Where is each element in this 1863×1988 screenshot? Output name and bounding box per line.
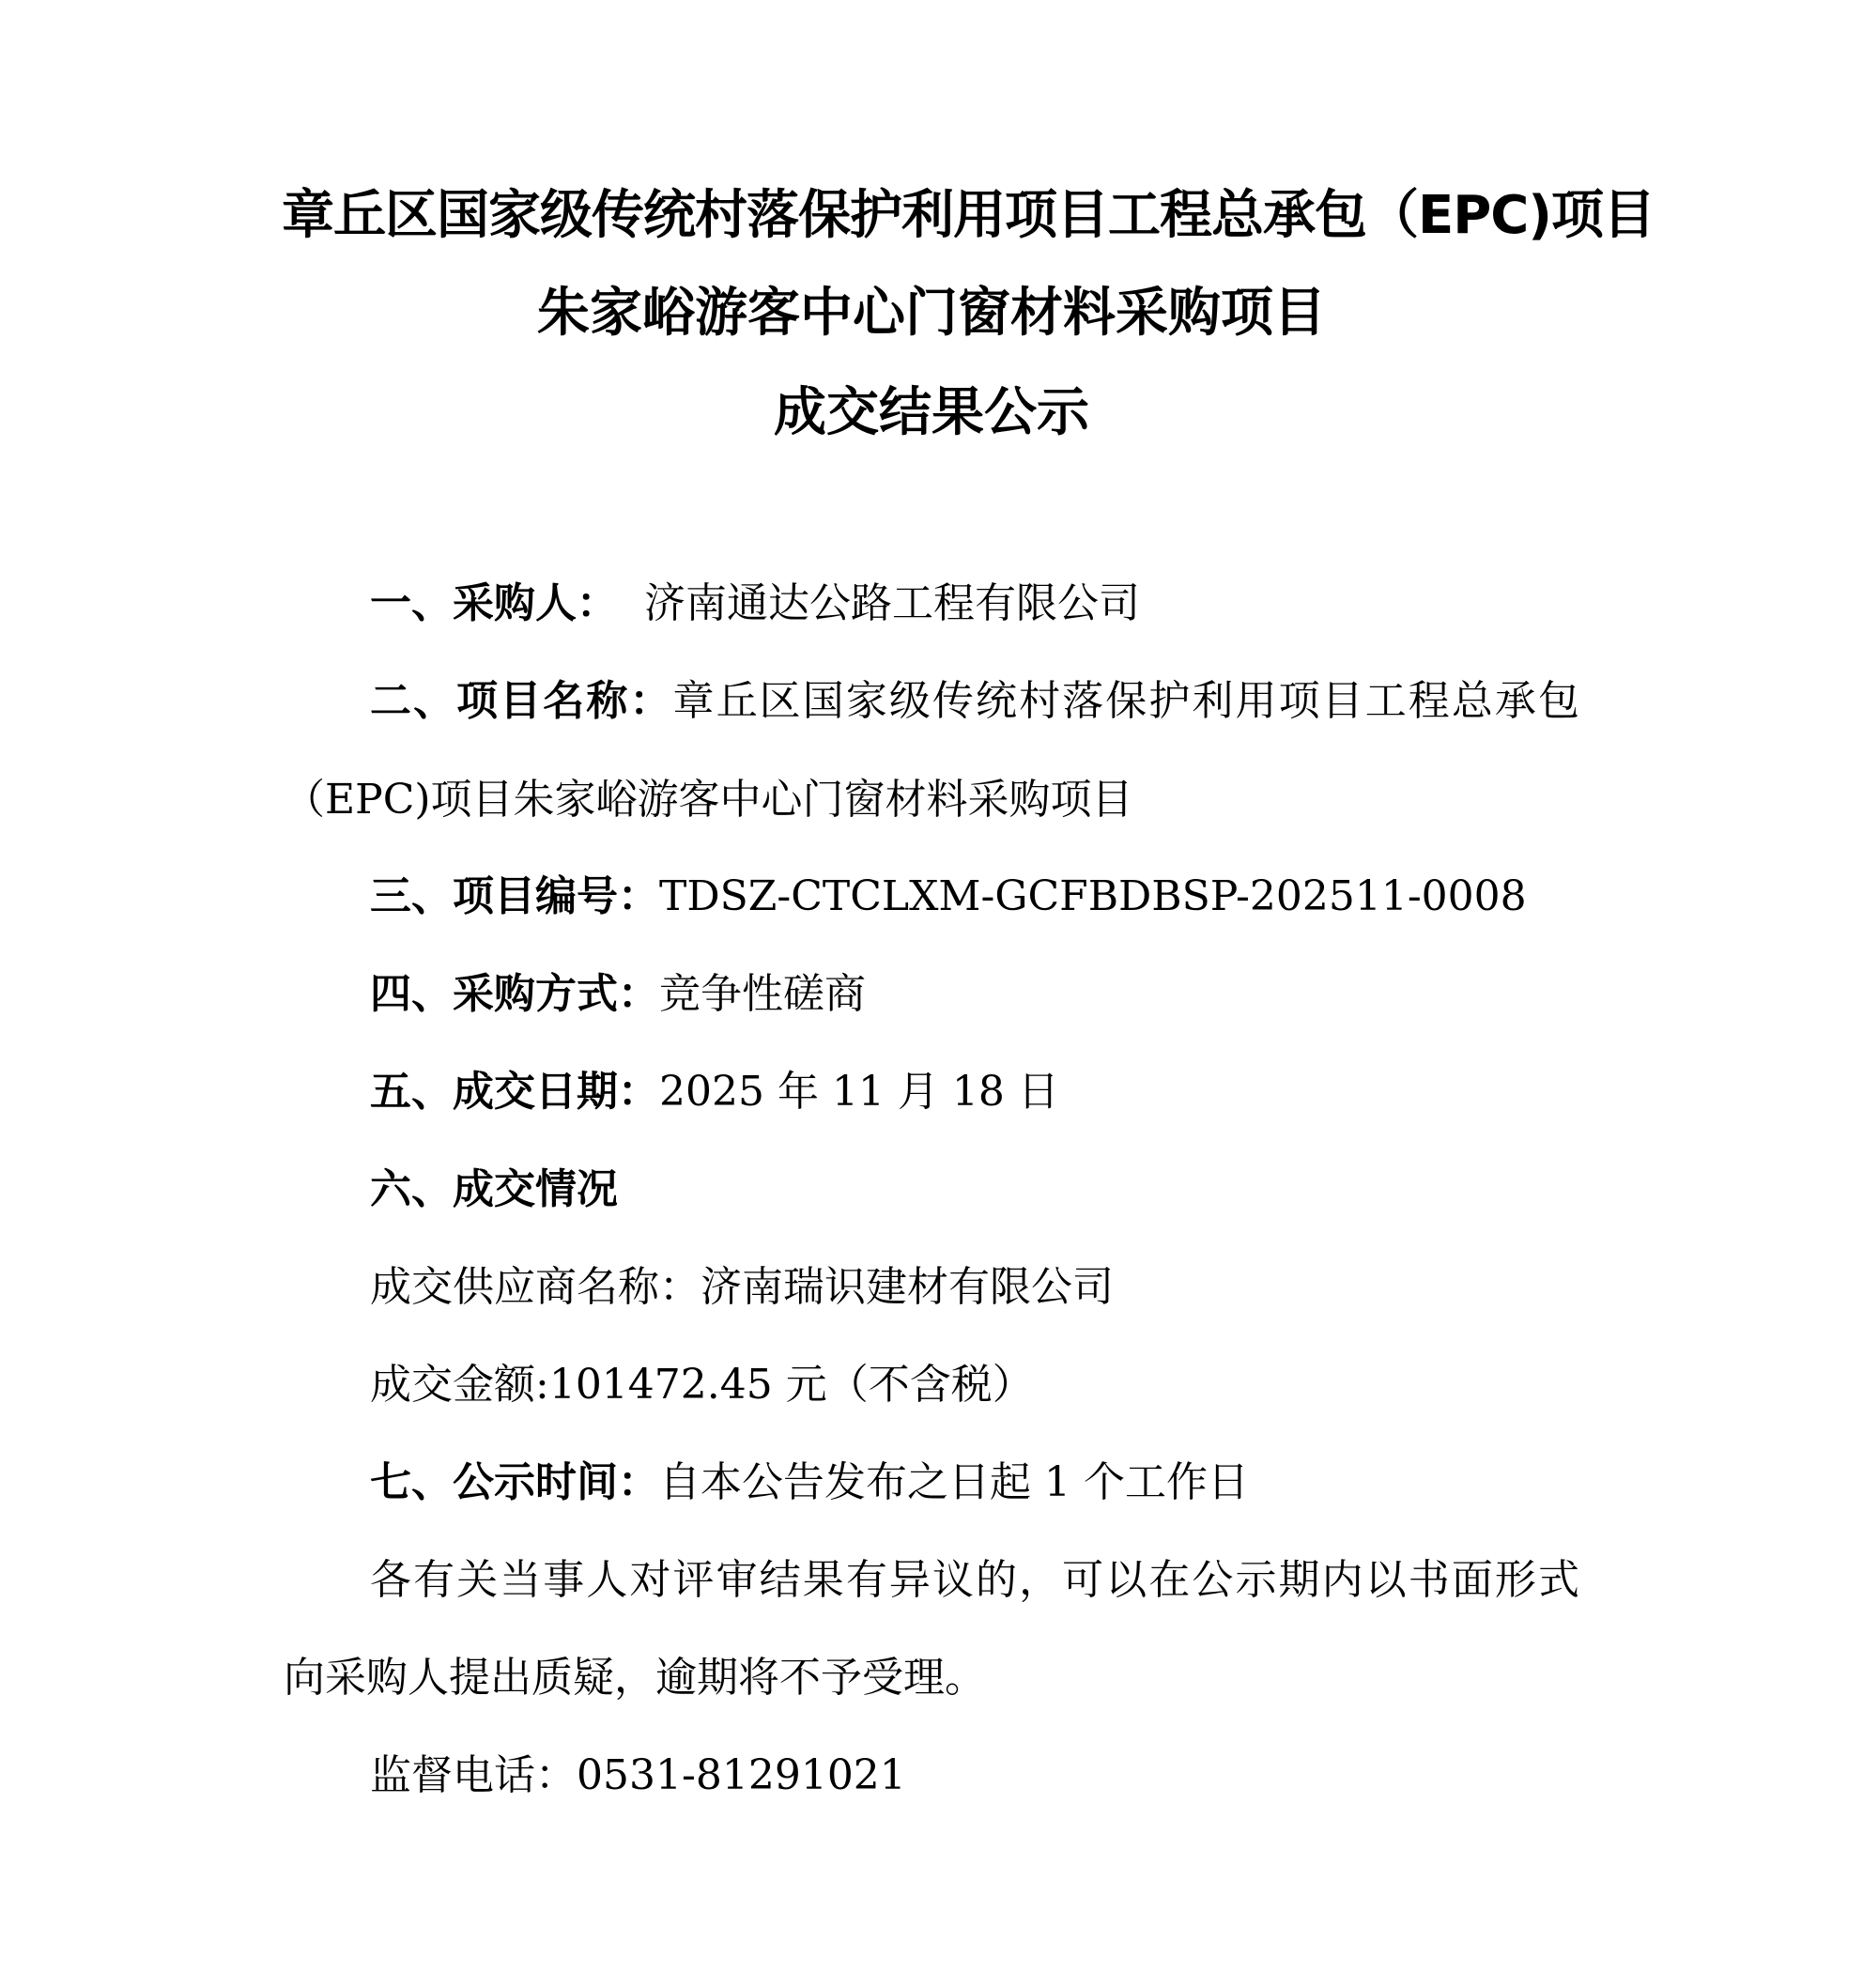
project-number-row [370, 869, 1527, 925]
notice-line-2: 向采购人提出质疑，逾期将不予受理。 [284, 1654, 986, 1702]
project-number-label: 三、项目编号： [370, 872, 659, 920]
deal-date-row [370, 1064, 1059, 1120]
publicity-time-value: 自本公告发布之日起 1 个工作日 [659, 1458, 1249, 1506]
project-name-row [370, 673, 1579, 730]
publicity-time-row [370, 1455, 1249, 1511]
publicity-time-label: 七、公示时间： [370, 1458, 659, 1506]
project-number-value: TDSZ-CTCLXM-GCFBDBSP-202511-0008 [659, 872, 1527, 920]
title-line-2: 朱家峪游客中心门窗材料采购项目 [537, 283, 1326, 344]
supplier-row: 成交供应商名称：济南瑞识建材有限公司 [370, 1263, 1114, 1311]
purchaser-value: 济南通达公路工程有限公司 [644, 579, 1140, 627]
project-name-value-line-2: （EPC)项目朱家峪游客中心门窗材料采购项目 [284, 776, 1133, 824]
hotline-row: 监督电话：0531-81291021 [370, 1751, 906, 1799]
deal-status-row [370, 1162, 618, 1218]
procurement-method-label: 四、采购方式： [370, 970, 659, 1018]
title-line-1: 章丘区国家级传统村落保护利用项目工程总承包（EPC)项目 [282, 185, 1655, 246]
procurement-method-row [370, 966, 866, 1023]
deal-date-label: 五、成交日期： [370, 1068, 659, 1116]
purchaser-label: 一、采购人： [370, 579, 618, 627]
title-line-3: 成交结果公示 [774, 382, 1089, 443]
procurement-method-value: 竞争性磋商 [659, 970, 866, 1018]
project-name-value-line-1: 章丘区国家级传统村落保护利用项目工程总承包 [672, 677, 1580, 725]
project-name-label: 二、项目名称： [370, 677, 673, 725]
deal-date-value: 2025 年 11 月 18 日 [659, 1068, 1059, 1116]
deal-status-label: 六、成交情况 [370, 1165, 618, 1213]
amount-row: 成交金额:101472.45 元（不含税） [370, 1361, 1034, 1409]
purchaser-row [370, 576, 1140, 632]
notice-line-1: 各有关当事人对评审结果有异议的，可以在公示期内以书面形式 [370, 1556, 1579, 1604]
